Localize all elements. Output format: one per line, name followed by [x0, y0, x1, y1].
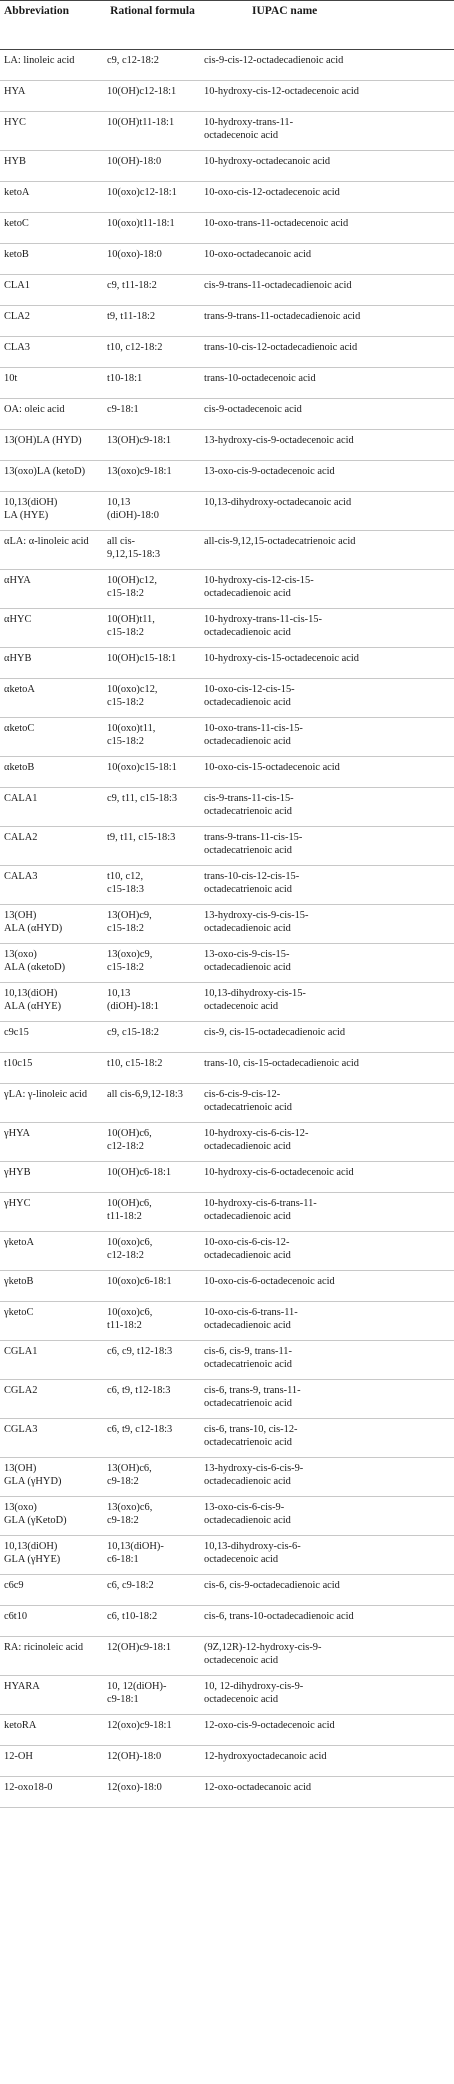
cell-iupac-name: 12-oxo-octadecanoic acid	[204, 1782, 312, 1793]
table-row	[0, 1302, 454, 1341]
cell-abbreviation: 12-oxo18-0	[4, 1782, 53, 1793]
cell-abbreviation: αHYB	[4, 653, 32, 664]
cell-iupac-name: 10-hydroxy-cis-15-octadecenoic acid	[204, 653, 359, 664]
cell-rational-formula: t9, t11, c15-18:3	[107, 832, 176, 843]
cell-abbreviation: γLA: γ-linoleic acid	[4, 1089, 88, 1100]
cell-abbreviation: 13(OH)LA (HYD)	[4, 435, 82, 446]
cell-rational-formula: 10(oxo)c12, c15-18:2	[107, 684, 158, 708]
cell-abbreviation: γHYA	[4, 1128, 30, 1139]
table-row	[0, 1606, 454, 1637]
cell-iupac-name: trans-10-cis-12-octadecadienoic acid	[204, 342, 358, 353]
cell-rational-formula: 10(oxo)t11-18:1	[107, 218, 175, 229]
cell-iupac-name: cis-9-octadecenoic acid	[204, 404, 302, 415]
cell-rational-formula: c6, c9, t12-18:3	[107, 1346, 173, 1357]
table-row	[0, 430, 454, 461]
cell-abbreviation: γHYB	[4, 1167, 31, 1178]
cell-rational-formula: 10(OH)t11-18:1	[107, 117, 175, 128]
cell-iupac-name: 13-hydroxy-cis-6-cis-9- octadecadienoic acid	[204, 1463, 304, 1487]
table-row	[0, 1053, 454, 1084]
cell-abbreviation: αHYA	[4, 575, 31, 586]
cell-rational-formula: t10-18:1	[107, 373, 143, 384]
cell-rational-formula: 13(OH)c6, c9-18:2	[107, 1463, 152, 1487]
table-row	[0, 244, 454, 275]
table-row	[0, 50, 454, 81]
cell-iupac-name: 12-hydroxyoctadecanoic acid	[204, 1751, 327, 1762]
table-row	[0, 1232, 454, 1271]
cell-abbreviation: HYA	[4, 86, 26, 97]
cell-rational-formula: t10, c15-18:2	[107, 1058, 163, 1069]
table-row	[0, 182, 454, 213]
cell-iupac-name: 12-oxo-cis-9-octadecenoic acid	[204, 1720, 335, 1731]
cell-rational-formula: 10(oxo)-18:0	[107, 249, 162, 260]
cell-rational-formula: 13(oxo)c9-18:1	[107, 466, 172, 477]
table-row	[0, 648, 454, 679]
cell-rational-formula: all cis-6,9,12-18:3	[107, 1089, 183, 1100]
cell-rational-formula: 13(OH)c9, c15-18:2	[107, 910, 152, 934]
cell-abbreviation: 10,13(diOH) GLA (γHYE)	[4, 1541, 61, 1565]
table-row	[0, 944, 454, 983]
table-row	[0, 1746, 454, 1777]
cell-iupac-name: trans-9-trans-11-octadecadienoic acid	[204, 311, 361, 322]
cell-iupac-name: 13-hydroxy-cis-9-octadecenoic acid	[204, 435, 354, 446]
cell-iupac-name: 10-hydroxy-octadecanoic acid	[204, 156, 331, 167]
cell-abbreviation: CALA2	[4, 832, 38, 843]
cell-iupac-name: 10-oxo-octadecanoic acid	[204, 249, 312, 260]
table-row	[0, 983, 454, 1022]
cell-iupac-name: 10-hydroxy-cis-6-trans-11- octadecadienoic acid	[204, 1198, 317, 1222]
cell-iupac-name: trans-9-trans-11-cis-15- octadecatrienoic acid	[204, 832, 303, 856]
cell-iupac-name: 10-oxo-trans-11-cis-15- octadecadienoic acid	[204, 723, 303, 747]
cell-rational-formula: 12(OH)-18:0	[107, 1751, 162, 1762]
cell-abbreviation: αHYC	[4, 614, 32, 625]
table-row	[0, 609, 454, 648]
cell-abbreviation: CALA1	[4, 793, 38, 804]
cell-rational-formula: 10(OH)c15-18:1	[107, 653, 177, 664]
cell-abbreviation: 10,13(diOH) LA (HYE)	[4, 497, 58, 521]
cell-abbreviation: 13(oxo)LA (ketoD)	[4, 466, 86, 477]
cell-iupac-name: all-cis-9,12,15-octadecatrienoic acid	[204, 536, 356, 547]
cell-rational-formula: all cis- 9,12,15-18:3	[107, 536, 161, 560]
cell-abbreviation: LA: linoleic acid	[4, 55, 75, 66]
table-row	[0, 306, 454, 337]
cell-iupac-name: cis-9-trans-11-octadecadienoic acid	[204, 280, 352, 291]
cell-iupac-name: 10,13-dihydroxy-octadecanoic acid	[204, 497, 352, 508]
cell-rational-formula: c9, t11-18:2	[107, 280, 157, 291]
table-row	[0, 1777, 454, 1808]
cell-abbreviation: ketoRA	[4, 1720, 37, 1731]
cell-rational-formula: 10(oxo)t11, c15-18:2	[107, 723, 156, 747]
cell-abbreviation: γHYC	[4, 1198, 31, 1209]
table-row	[0, 1084, 454, 1123]
cell-abbreviation: ketoC	[4, 218, 29, 229]
cell-abbreviation: γketoA	[4, 1237, 34, 1248]
cell-abbreviation: CGLA1	[4, 1346, 38, 1357]
cell-rational-formula: t10, c12, c15-18:3	[107, 871, 144, 895]
cell-rational-formula: 10,13(diOH)- c6-18:1	[107, 1541, 164, 1565]
header-rational-formula: Rational formula	[110, 5, 195, 17]
cell-abbreviation: OA: oleic acid	[4, 404, 65, 415]
table-row	[0, 1676, 454, 1715]
cell-rational-formula: 10(OH)-18:0	[107, 156, 162, 167]
table-row	[0, 679, 454, 718]
cell-iupac-name: cis-6, trans-9, trans-11- octadecatrienoic acid	[204, 1385, 301, 1409]
cell-abbreviation: HYB	[4, 156, 26, 167]
cell-rational-formula: 10,13 (diOH)-18:0	[107, 497, 159, 521]
cell-rational-formula: 13(oxo)c6, c9-18:2	[107, 1502, 153, 1526]
cell-iupac-name: 10-oxo-cis-15-octadecenoic acid	[204, 762, 340, 773]
table-row	[0, 718, 454, 757]
cell-iupac-name: cis-6, cis-9, trans-11- octadecatrienoic acid	[204, 1346, 292, 1370]
table-row	[0, 866, 454, 905]
cell-abbreviation: CALA3	[4, 871, 38, 882]
cell-iupac-name: cis-9-trans-11-cis-15- octadecatrienoic acid	[204, 793, 294, 817]
cell-abbreviation: 12-OH	[4, 1751, 33, 1762]
cell-iupac-name: 10-hydroxy-cis-12-cis-15- octadecadienoic acid	[204, 575, 314, 599]
cell-abbreviation: CLA1	[4, 280, 30, 291]
table-row	[0, 1419, 454, 1458]
cell-iupac-name: trans-10-cis-12-cis-15- octadecatrienoic acid	[204, 871, 300, 895]
cell-abbreviation: ketoB	[4, 249, 29, 260]
cell-rational-formula: 10(oxo)c6, t11-18:2	[107, 1307, 153, 1331]
cell-rational-formula: 10(oxo)c12-18:1	[107, 187, 177, 198]
table-row	[0, 213, 454, 244]
cell-iupac-name: 10-hydroxy-trans-11-cis-15- octadecadienoic acid	[204, 614, 322, 638]
cell-rational-formula: c6, t10-18:2	[107, 1611, 158, 1622]
table-row	[0, 1193, 454, 1232]
table-row	[0, 1458, 454, 1497]
cell-rational-formula: t9, t11-18:2	[107, 311, 156, 322]
cell-iupac-name: 10-oxo-cis-12-octadecenoic acid	[204, 187, 340, 198]
table-row	[0, 1536, 454, 1575]
cell-iupac-name: 10-hydroxy-cis-12-octadecenoic acid	[204, 86, 359, 97]
table-row	[0, 461, 454, 492]
cell-rational-formula: 10(OH)c6, t11-18:2	[107, 1198, 152, 1222]
table-row	[0, 1497, 454, 1536]
cell-iupac-name: 13-hydroxy-cis-9-cis-15- octadecadienoic acid	[204, 910, 309, 934]
cell-rational-formula: 10(OH)c12, c15-18:2	[107, 575, 157, 599]
cell-abbreviation: 13(OH) GLA (γHYD)	[4, 1463, 62, 1487]
table-row	[0, 368, 454, 399]
cell-rational-formula: 10(OH)c12-18:1	[107, 86, 177, 97]
table-row	[0, 788, 454, 827]
cell-iupac-name: 10-oxo-cis-6-cis-12- octadecadienoic acid	[204, 1237, 291, 1261]
cell-abbreviation: RA: ricinoleic acid	[4, 1642, 84, 1653]
cell-abbreviation: c9c15	[4, 1027, 29, 1038]
cell-rational-formula: c9, c12-18:2	[107, 55, 159, 66]
cell-abbreviation: 13(OH) ALA (αHYD)	[4, 910, 63, 934]
cell-abbreviation: CGLA2	[4, 1385, 38, 1396]
cell-abbreviation: γketoC	[4, 1307, 34, 1318]
cell-rational-formula: 12(OH)c9-18:1	[107, 1642, 172, 1653]
cell-rational-formula: 10(oxo)c6, c12-18:2	[107, 1237, 153, 1261]
table-row	[0, 1341, 454, 1380]
table-row	[0, 81, 454, 112]
cell-rational-formula: 10, 12(diOH)- c9-18:1	[107, 1681, 167, 1705]
table-row	[0, 151, 454, 182]
table-row	[0, 905, 454, 944]
cell-abbreviation: c6c9	[4, 1580, 24, 1591]
cell-rational-formula: c6, t9, t12-18:3	[107, 1385, 171, 1396]
cell-abbreviation: γketoB	[4, 1276, 34, 1287]
cell-rational-formula: 10(oxo)c15-18:1	[107, 762, 177, 773]
cell-abbreviation: c6t10	[4, 1611, 28, 1622]
cell-rational-formula: c6, c9-18:2	[107, 1580, 154, 1591]
header-iupac-name: IUPAC name	[252, 5, 318, 17]
table-row	[0, 570, 454, 609]
table-row	[0, 1271, 454, 1302]
table-row	[0, 827, 454, 866]
cell-abbreviation: 13(oxo) ALA (αketoD)	[4, 949, 66, 973]
cell-abbreviation: αLA: α-linoleic acid	[4, 536, 89, 547]
cell-abbreviation: CLA2	[4, 311, 30, 322]
cell-iupac-name: 10, 12-dihydroxy-cis-9- octadecenoic acid	[204, 1681, 304, 1705]
cell-iupac-name: 10-oxo-cis-6-trans-11- octadecadienoic acid	[204, 1307, 298, 1331]
cell-rational-formula: c9, t11, c15-18:3	[107, 793, 178, 804]
cell-iupac-name: 10,13-dihydroxy-cis-6- octadecenoic acid	[204, 1541, 301, 1565]
cell-iupac-name: cis-6, cis-9-octadecadienoic acid	[204, 1580, 340, 1591]
table-row	[0, 1715, 454, 1746]
cell-iupac-name: cis-6-cis-9-cis-12- octadecatrienoic acid	[204, 1089, 292, 1113]
table-row	[0, 112, 454, 151]
cell-iupac-name: 10-oxo-cis-12-cis-15- octadecadienoic acid	[204, 684, 295, 708]
table-row	[0, 399, 454, 430]
cell-abbreviation: αketoB	[4, 762, 35, 773]
cell-rational-formula: 13(OH)c9-18:1	[107, 435, 172, 446]
cell-rational-formula: t10, c12-18:2	[107, 342, 163, 353]
cell-iupac-name: 13-oxo-cis-9-cis-15- octadecadienoic acid	[204, 949, 291, 973]
cell-iupac-name: 13-oxo-cis-6-cis-9- octadecadienoic acid	[204, 1502, 291, 1526]
table-row	[0, 1123, 454, 1162]
table-row	[0, 531, 454, 570]
cell-iupac-name: 10-hydroxy-cis-6-octadecenoic acid	[204, 1167, 354, 1178]
cell-iupac-name: cis-6, trans-10-octadecadienoic acid	[204, 1611, 354, 1622]
table-row	[0, 492, 454, 531]
header-abbreviation: Abbreviation	[4, 5, 69, 17]
cell-iupac-name: 10-oxo-trans-11-octadecenoic acid	[204, 218, 349, 229]
cell-abbreviation: αketoA	[4, 684, 35, 695]
cell-rational-formula: 12(oxo)c9-18:1	[107, 1720, 172, 1731]
cell-iupac-name: 10-hydroxy-cis-6-cis-12- octadecadienoic acid	[204, 1128, 309, 1152]
table-row	[0, 757, 454, 788]
table-row	[0, 1575, 454, 1606]
cell-iupac-name: trans-10-octadecenoic acid	[204, 373, 316, 384]
cell-iupac-name: trans-10, cis-15-octadecadienoic acid	[204, 1058, 359, 1069]
cell-iupac-name: 10-hydroxy-trans-11- octadecenoic acid	[204, 117, 294, 141]
cell-rational-formula: c6, t9, c12-18:3	[107, 1424, 173, 1435]
cell-abbreviation: αketoC	[4, 723, 35, 734]
cell-rational-formula: 12(oxo)-18:0	[107, 1782, 162, 1793]
table-row	[0, 1162, 454, 1193]
cell-iupac-name: cis-6, trans-10, cis-12- octadecatrienoic acid	[204, 1424, 298, 1448]
cell-iupac-name: (9Z,12R)-12-hydroxy-cis-9- octadecenoic acid	[204, 1642, 322, 1666]
cell-rational-formula: 10(oxo)c6-18:1	[107, 1276, 172, 1287]
table-row	[0, 1380, 454, 1419]
cell-abbreviation: 10,13(diOH) ALA (αHYE)	[4, 988, 62, 1012]
cell-iupac-name: cis-9, cis-15-octadecadienoic acid	[204, 1027, 346, 1038]
cell-abbreviation: HYARA	[4, 1681, 40, 1692]
cell-iupac-name: cis-9-cis-12-octadecadienoic acid	[204, 55, 344, 66]
cell-abbreviation: CGLA3	[4, 1424, 38, 1435]
cell-abbreviation: ketoA	[4, 187, 30, 198]
cell-abbreviation: 13(oxo) GLA (γKetoD)	[4, 1502, 67, 1526]
cell-iupac-name: 10,13-dihydroxy-cis-15- octadecenoic acid	[204, 988, 306, 1012]
cell-abbreviation: 10t	[4, 373, 18, 384]
cell-rational-formula: 10(OH)c6, c12-18:2	[107, 1128, 152, 1152]
table-header	[0, 0, 454, 50]
table-body	[0, 50, 454, 1808]
cell-abbreviation: HYC	[4, 117, 26, 128]
table-row	[0, 1637, 454, 1676]
cell-rational-formula: c9, c15-18:2	[107, 1027, 159, 1038]
table-row	[0, 1022, 454, 1053]
cell-iupac-name: 13-oxo-cis-9-octadecenoic acid	[204, 466, 335, 477]
cell-rational-formula: 10(OH)c6-18:1	[107, 1167, 172, 1178]
cell-iupac-name: 10-oxo-cis-6-octadecenoic acid	[204, 1276, 335, 1287]
cell-abbreviation: t10c15	[4, 1058, 33, 1069]
cell-rational-formula: 10(OH)t11, c15-18:2	[107, 614, 155, 638]
cell-rational-formula: 10,13 (diOH)-18:1	[107, 988, 159, 1012]
table-row	[0, 337, 454, 368]
cell-rational-formula: c9-18:1	[107, 404, 139, 415]
table-row	[0, 275, 454, 306]
cell-rational-formula: 13(oxo)c9, c15-18:2	[107, 949, 153, 973]
cell-abbreviation: CLA3	[4, 342, 30, 353]
